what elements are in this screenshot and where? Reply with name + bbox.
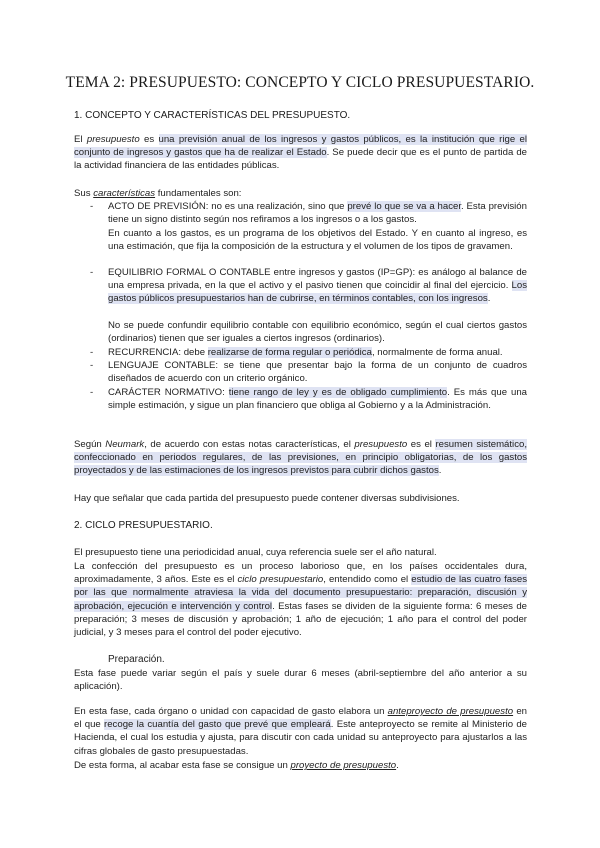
list-item-caracter-normativo [108, 386, 527, 412]
bullet-dash: - [90, 347, 94, 358]
list-item-recurrencia [108, 346, 527, 359]
section-2-paragraph-3 [74, 705, 527, 758]
text: , de acuerdo con estas notas características, el [144, 439, 355, 450]
highlight: Los gastos públicos presupuestarios han de cubrirse, en términos contables, con los ingresos [108, 280, 527, 305]
text: ACTO DE PREVISIÓN: no es una realización, sino que [108, 201, 348, 212]
section-1-paragraph-2 [74, 187, 527, 200]
text: . Este anteproyecto se remite al Ministerio de Hacienda, el cual los estudia y ajusta, para discutir con cada unidad su anteproyecto para ajustarlos a las cifras globales de gasto presupuestadas. [74, 719, 528, 757]
list-item-lenguaje: LENGUAJE CONTABLE: se tiene que presentar bajo la forma de un conjunto de cuadros diseñados de acuerdo con un criterio orgánico. [108, 360, 527, 385]
term-proyecto: proyecto de presupuesto [290, 760, 397, 771]
highlight: una previsión anual de los ingresos y gastos públicos, es la institución que rige el conjunto de ingresos y gastos que ha de realizar el Estado [74, 134, 527, 159]
list-item-continuation: En cuanto a los gastos, es un programa de los objetivos del Estado. Y en cuanto al ingreso, es una estimación, que fija la composición de la estructura y el volumen de los tipos de gravamen. [108, 228, 527, 253]
section-1-paragraph-1 [74, 133, 527, 173]
text: El [74, 134, 87, 145]
page-title: TEMA 2: PRESUPUESTO: CONCEPTO Y CICLO PRESUPUESTARIO. [65, 74, 535, 91]
highlight: recoge la cuantía del gasto que prevé que empleará [104, 719, 331, 731]
text: es [139, 134, 159, 145]
highlight: prevé lo que se va a hacer [347, 201, 462, 212]
list-item-acto-prevision [108, 200, 527, 226]
text: en el que [74, 706, 527, 731]
text: . [396, 760, 399, 771]
section-2-paragraph-1a: El presupuesto tiene una periodicidad anual, cuya referencia suele ser el año natural. [74, 547, 437, 558]
text: EQUILIBRIO FORMAL O CONTABLE entre ingresos y gastos (IP=GP): es análogo al balance de una empresa privada, en la que el activo y el pasivo tienen que coincidir al final del ejercicio. [108, 267, 527, 292]
text: , entendido como el [323, 574, 412, 586]
text: fundamentales son: [155, 188, 242, 199]
text: CARÁCTER NORMATIVO: [108, 387, 229, 398]
term-neumark: Neumark [105, 439, 145, 450]
section-1-heading: 1. CONCEPTO Y CARACTERÍSTICAS DEL PRESUPUESTO. [74, 110, 351, 121]
text: . [438, 465, 442, 477]
text: es el [407, 439, 436, 450]
text: En esta fase, cada órgano o unidad con capacidad de gasto elabora un [74, 706, 388, 717]
section-2-paragraph-4 [74, 759, 527, 772]
section-2-paragraph-1 [74, 560, 527, 639]
text: RECURRENCIA: debe [108, 347, 208, 358]
text: Sus [74, 188, 94, 199]
bullet-dash: - [90, 360, 94, 371]
term-caracteristicas: características [93, 188, 156, 199]
highlight: resumen sistemático, confeccionado en periodos regulares, de las previsiones, en principio obligatorias, de los gastos proyectados y de las estimaciones de los ingresos previstos para cubrir dichos gastos [74, 439, 527, 477]
text: . [487, 293, 491, 305]
highlight: estudio de las cuatro fases por las que normalmente atraviesa la vida del documento presupuestario: preparación, discusión y aprobación, ejecución e intervención y control [74, 574, 527, 612]
section-1-paragraph-3 [74, 438, 527, 478]
list-item-continuation: No se puede confundir equilibrio contable con equilibrio económico, según el cual ciertos gastos (ordinarios) tienen que ser iguales a ciertos ingresos (ordinarios). [108, 320, 527, 345]
text: Según [74, 439, 106, 450]
term-anteproyecto: anteproyecto de presupuesto [387, 706, 514, 717]
text: , normalmente de forma anual. [371, 347, 503, 358]
term-presupuesto: presupuesto [354, 439, 408, 450]
section-2-paragraph-2: Esta fase puede variar según el país y suele durar 6 meses (abril-septiembre del año anterior a su aplicación). [74, 668, 527, 693]
text: La confección del presupuesto es un proceso laborioso que, en los países occidentales dura, aproximadamente, 3 años. Este es el [74, 561, 527, 586]
bullet-dash: - [90, 201, 94, 212]
highlight: realizarse de forma regular o periódica [207, 347, 372, 358]
text: . Esta previsión tiene un signo distinto según nos refiramos a los ingresos o a los gastos. [108, 201, 527, 226]
text: . Se puede decir que es el punto de partida de la actividad financiera de las entidades públicas. [74, 147, 527, 172]
bullet-dash: - [90, 267, 94, 278]
bullet-dash: - [90, 387, 94, 398]
list-item-equilibrio [108, 266, 527, 306]
highlight: tiene rango de ley y es de obligado cumplimiento [228, 387, 448, 398]
section-2-heading: 2. CICLO PRESUPUESTARIO. [74, 520, 213, 531]
term-presupuesto: presupuesto [86, 134, 140, 145]
subsection-preparacion: Preparación. [108, 654, 165, 665]
text: . Es más que una simple estimación, y sigue un plan financiero que obliga al Gobierno y a la Administración. [108, 387, 527, 412]
term-ciclo-presupuestario: ciclo presupuestario [237, 574, 324, 586]
section-1-paragraph-4: Hay que señalar que cada partida del presupuesto puede contener diversas subdivisiones. [74, 493, 460, 504]
text: De esta forma, al acabar esta fase se consigue un [74, 760, 291, 771]
text: . Estas fases se dividen de la siguiente forma: 6 meses de preparación; 3 meses de discusión y aprobación; 1 año de ejecución; 1 año para el control del poder judicial, y 3 meses para el control del poder ejecutivo. [74, 600, 527, 639]
